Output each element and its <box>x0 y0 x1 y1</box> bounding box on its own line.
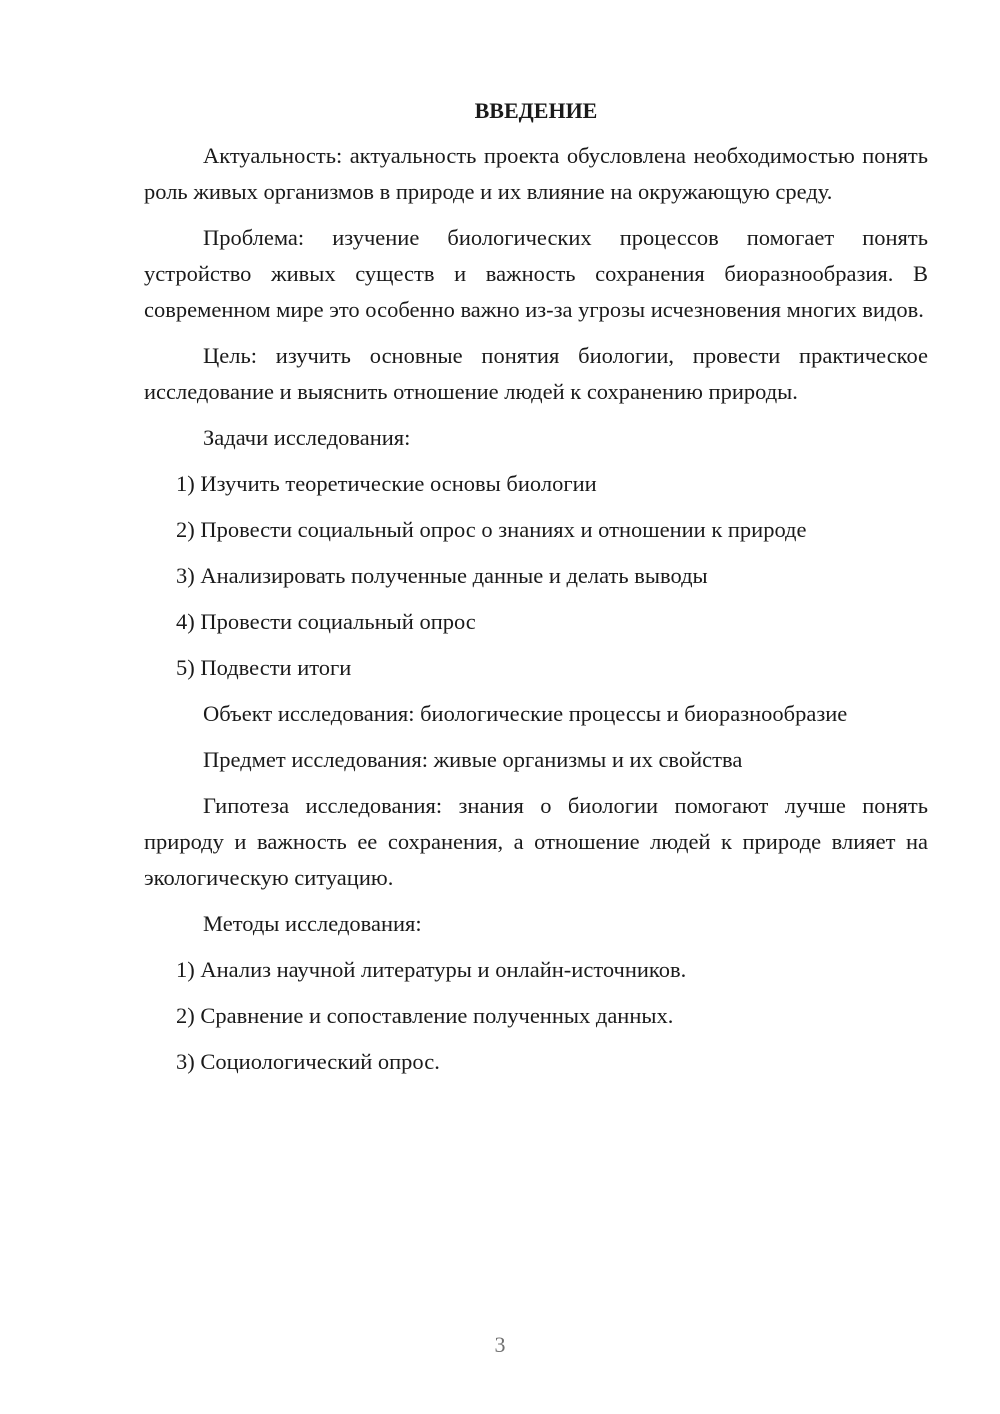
subject-line: Предмет исследования: живые организмы и их свойства <box>203 747 743 772</box>
object-line: Объект исследования: биологические процессы и биоразнообразие <box>203 701 848 726</box>
problem-paragraph: Проблема: изучение биологических процессов помогает понять устройство живых существ и важность сохранения биоразнообразия. В современном мире это особенно важно из-за угрозы исчезновения многих видов. <box>144 225 928 322</box>
method-item: 3) Социологический опрос. <box>176 1049 440 1074</box>
section-title: ВВЕДЕНИЕ <box>474 98 598 123</box>
methods-heading: Методы исследования: <box>203 911 422 936</box>
task-item: 5) Подвести итоги <box>176 655 352 680</box>
hypothesis-paragraph: Гипотеза исследования: знания о биологии помогают лучше понять природу и важность ее сохранения, а отношение людей к природе влияет на экологическую ситуацию. <box>144 793 928 890</box>
page-number: 3 <box>494 1332 506 1357</box>
task-item: 4) Провести социальный опрос <box>176 609 476 634</box>
relevance-paragraph: Актуальность: актуальность проекта обусловлена необходимостью понять роль живых организмов в природе и их влияние на окружающую среду. <box>144 143 928 204</box>
tasks-heading: Задачи исследования: <box>203 425 411 450</box>
task-item: 3) Анализировать полученные данные и делать выводы <box>176 563 708 588</box>
method-item: 1) Анализ научной литературы и онлайн-источников. <box>176 957 687 982</box>
method-item: 2) Сравнение и сопоставление полученных данных. <box>176 1003 674 1028</box>
page-content <box>144 94 928 1090</box>
task-item: 1) Изучить теоретические основы биологии <box>176 471 597 496</box>
task-item: 2) Провести социальный опрос о знаниях и отношении к природе <box>176 517 807 542</box>
goal-paragraph: Цель: изучить основные понятия биологии, провести практическое исследование и выяснить отношение людей к сохранению природы. <box>144 343 928 404</box>
